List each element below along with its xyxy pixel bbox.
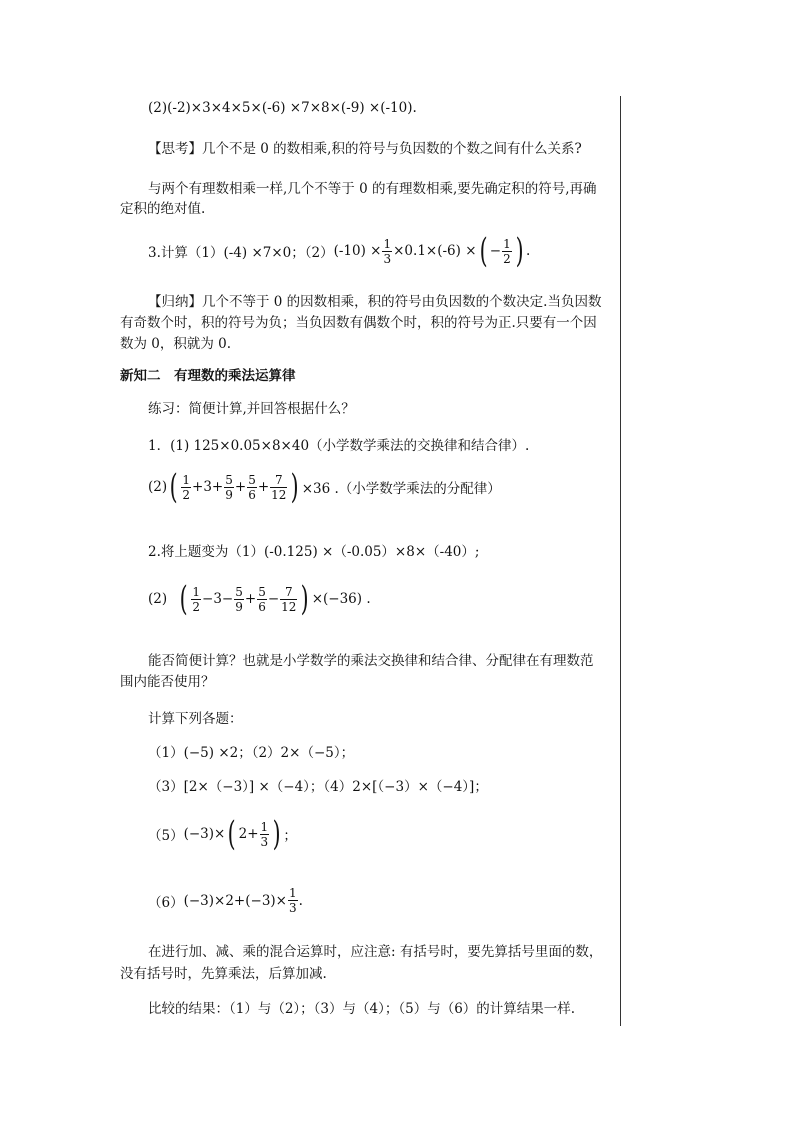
item-label: (2) — [148, 591, 168, 607]
calc-3 — [148, 231, 531, 271]
summary-line-2: 有奇数个时，积的符号为负；当负因数有偶数个时，积的符号为正.只要有一个因 — [120, 315, 597, 331]
question-2: 2.将上题变为（1）(-0.125) ×（-0.05）×8×（-40）; — [148, 544, 480, 560]
numerator: 1 — [260, 819, 269, 834]
left-paren: ( — [169, 467, 178, 507]
fraction — [257, 585, 267, 614]
denominator: 3 — [383, 251, 392, 266]
fraction — [260, 820, 270, 849]
margin-rule — [620, 96, 621, 1026]
exercise-1-2: （1）(−5) ×2；（2）2×（−5）； — [148, 745, 355, 761]
numerator: 7 — [274, 472, 283, 487]
fraction — [382, 237, 392, 266]
question-2-part-2 — [148, 579, 371, 619]
exercise-line: (2)(-2)×3×4×5×(-6) ×7×8×(-9) ×(-10). — [148, 100, 417, 116]
question-ask-line-1: 能否简便计算？也就是小学数学的乘法交换律和结合律、分配律在有理数范 — [148, 653, 594, 669]
right-paren: ) — [291, 467, 300, 507]
exercise-5 — [148, 814, 297, 854]
left-paren: ( — [479, 231, 488, 271]
item-label: （6） — [148, 894, 184, 911]
denominator: 3 — [260, 834, 269, 849]
numerator: 7 — [284, 584, 293, 599]
operator: + — [234, 479, 247, 495]
summary-line-1: 【归纳】几个不等于 0 的因数相乘，积的符号由负因数的个数决定.当负因数 — [148, 294, 602, 310]
left-paren: ( — [179, 579, 188, 619]
numerator: 1 — [383, 236, 392, 251]
fraction — [502, 237, 512, 266]
compare-line: 比较的结果：（1）与（2）；（3）与（4）；（5）与（6）的计算结果一样. — [148, 1001, 576, 1017]
expression-mid: 2+ — [238, 826, 259, 842]
item-label: (2) — [148, 479, 168, 495]
operator: +3+ — [192, 479, 224, 495]
exercise-6 — [148, 886, 303, 915]
denominator: 9 — [235, 599, 243, 614]
operator: + — [244, 591, 257, 607]
expression-head: (−3)×2+(−3)× — [183, 892, 287, 909]
minus-sign: − — [489, 243, 502, 259]
explanation-line-2: 定积的绝对值. — [120, 201, 206, 217]
fraction — [288, 886, 298, 915]
item-label: （5） — [148, 828, 184, 844]
calc-title: 计算下列各题： — [148, 711, 243, 727]
numerator: 5 — [258, 584, 266, 599]
operator: − — [267, 591, 280, 607]
denominator: 2 — [192, 599, 201, 614]
calc-3-part-1: (-10) × — [333, 243, 382, 259]
right-paren: ) — [272, 814, 281, 854]
numerator: 5 — [235, 584, 243, 599]
fraction — [270, 473, 287, 502]
denominator: 12 — [271, 487, 287, 502]
numerator: 1 — [182, 472, 191, 487]
denominator: 2 — [182, 487, 191, 502]
expression-head: (−3)× — [183, 826, 226, 842]
denominator: 9 — [225, 487, 233, 502]
numerator: 1 — [192, 584, 201, 599]
denominator: 2 — [503, 251, 511, 266]
practice-prompt: 练习：简便计算,并回答根据什么？ — [148, 401, 355, 417]
exercise-3-4: （3）[2×（−3）] ×（−4）；（4）2×[（−3）×（−4）]； — [148, 779, 488, 795]
fraction — [247, 473, 257, 502]
right-paren: ) — [301, 579, 310, 619]
right-paren: ) — [515, 231, 524, 271]
note-line-2: 没有括号时，先算乘法，后算加减. — [120, 966, 327, 982]
left-paren: ( — [227, 814, 236, 854]
question-1: 1．(1) 125×0.05×8×40（小学数学乘法的交换律和结合律）. — [148, 438, 530, 454]
calc-3-part-2: ×0.1×(-6) × — [393, 243, 477, 259]
numerator: 5 — [248, 472, 256, 487]
explanation-line-1: 与两个有理数相乘一样,几个不等于 0 的有理数相乘,要先确定积的符号,再确 — [148, 181, 597, 197]
fraction — [234, 585, 244, 614]
numerator: 5 — [225, 472, 233, 487]
summary-line-3: 数为 0，积就为 0. — [120, 336, 232, 352]
denominator: 6 — [258, 599, 266, 614]
fraction — [191, 585, 201, 614]
numerator: 1 — [289, 886, 297, 900]
think-question: 【思考】几个不是 0 的数相乘,积的符号与负因数的个数之间有什么关系? — [148, 141, 582, 157]
denominator: 6 — [248, 487, 256, 502]
note-line-1: 在进行加、减、乘的混合运算时，应注意: 有括号时，要先算括号里面的数， — [148, 944, 603, 960]
semicolon: ； — [283, 828, 297, 844]
calc-3-prefix: 3.计算（1）(-4) ×7×0；（2） — [148, 245, 334, 261]
fraction — [181, 473, 191, 502]
period: . — [298, 892, 303, 909]
denominator: 3 — [289, 901, 297, 915]
fraction — [280, 585, 297, 614]
question-ask-line-2: 围内能否使用？ — [120, 674, 215, 690]
denominator: 12 — [281, 599, 297, 614]
item-tail: ×36 .（小学数学乘法的分配律） — [301, 481, 501, 497]
fraction — [224, 473, 234, 502]
operator: + — [257, 479, 270, 495]
period: . — [526, 243, 531, 259]
numerator: 1 — [503, 236, 511, 251]
section-heading: 新知二 有理数的乘法运算律 — [120, 368, 296, 384]
item-tail: ×(−36) . — [311, 591, 371, 607]
operator: −3− — [202, 591, 234, 607]
question-1-part-2 — [148, 467, 501, 507]
